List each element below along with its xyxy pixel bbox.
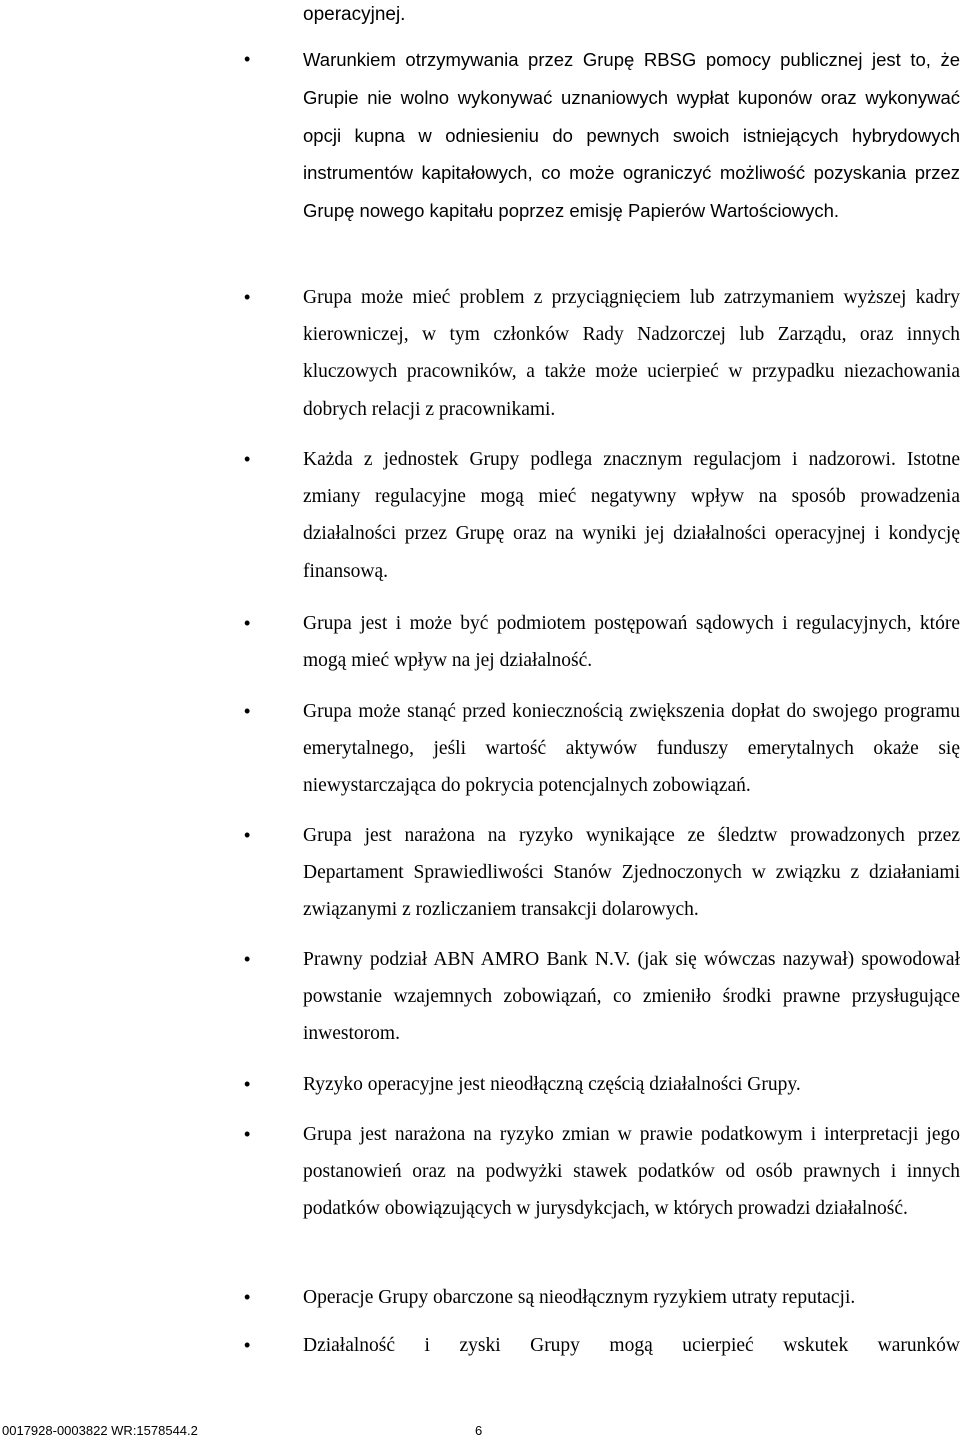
- list-item-text: Każda z jednostek Grupy podlega znacznym regulacjom i nadzorowi. Istotne zmiany regulacyjne mogą mieć negatywny wpływ na sposób prowadzenia działalności przez Grupę oraz na wyniki jej działalności operacyjnej i kondycję finansową.: [303, 449, 960, 582]
- bullet-marker: •: [244, 825, 251, 845]
- list-item-text: Ryzyko operacyjne jest nieodłączną częścią działalności Grupy.: [303, 1074, 801, 1095]
- list-item-text: Prawny podział ABN AMRO Bank N.V. (jak się wówczas nazywał) spowodował powstanie wzajemnych zobowiązań, co zmieniło środki prawne przysługujące inwestorom.: [303, 949, 960, 1045]
- footer-page-number: 6: [475, 1423, 483, 1438]
- bullet-marker: •: [244, 449, 251, 469]
- bullet-marker: •: [244, 1074, 251, 1094]
- list-item-text: Grupa jest narażona na ryzyko zmian w prawie podatkowym i interpretacji jego postanowień oraz na podwyżki stawek podatków od osób prawnych i innych podatków obowiązujących w jurysdykcjach, w których prowadzi działalność.: [303, 1124, 960, 1220]
- bullet-marker: •: [244, 1335, 251, 1355]
- list-item-text: Operacje Grupy obarczone są nieodłącznym ryzykiem utraty reputacji.: [303, 1287, 856, 1308]
- list-item-text: Działalność i zyski Grupy mogą ucierpieć wskutek warunków: [303, 1335, 960, 1356]
- list-item-text: Grupa jest narażona na ryzyko wynikające ze śledztw prowadzonych przez Departament Sprawiedliwości Stanów Zjednoczonych w związku z działaniami związanymi z rozliczaniem transakcji dolarowych.: [303, 825, 960, 921]
- bullet-marker: •: [244, 1287, 251, 1307]
- bullet-marker: •: [244, 1124, 251, 1144]
- bullet-marker: •: [244, 287, 251, 307]
- list-item-text: Grupa może stanąć przed koniecznością zwiększenia dopłat do swojego programu emerytalnego, jeśli wartość aktywów funduszy emerytalnych okaże się niewystarczająca do pokrycia potencjalnych zobowiązań.: [303, 701, 960, 797]
- bullet-marker: •: [244, 701, 251, 721]
- list-item-text: Grupa jest i może być podmiotem postępowań sądowych i regulacyjnych, które mogą mieć wpływ na jej działalność.: [303, 613, 960, 672]
- bullet-marker: •: [244, 949, 251, 969]
- list-item-text: Warunkiem otrzymywania przez Grupę RBSG pomocy publicznej jest to, że Grupie nie wolno wykonywać uznaniowych wypłat kuponów oraz wykonywać opcji kupna w odniesieniu do pewnych swoich istniejących hybrydowych instrumentów kapitałowych, co może ograniczyć możliwość pozyskania przez Grupę nowego kapitału poprzez emisję Papierów Wartościowych.: [303, 49, 960, 222]
- bullet-marker: •: [244, 49, 251, 69]
- continuation-text: operacyjnej.: [303, 4, 406, 25]
- footer-document-id: 0017928-0003822 WR:1578544.2: [2, 1423, 198, 1438]
- bullet-marker: •: [244, 613, 251, 633]
- list-item-text: Grupa może mieć problem z przyciągnięciem lub zatrzymaniem wyższej kadry kierowniczej, w tym członków Rady Nadzorczej lub Zarządu, oraz innych kluczowych pracowników, a także może ucierpieć w przypadku niezachowania dobrych relacji z pracownikami.: [303, 287, 960, 420]
